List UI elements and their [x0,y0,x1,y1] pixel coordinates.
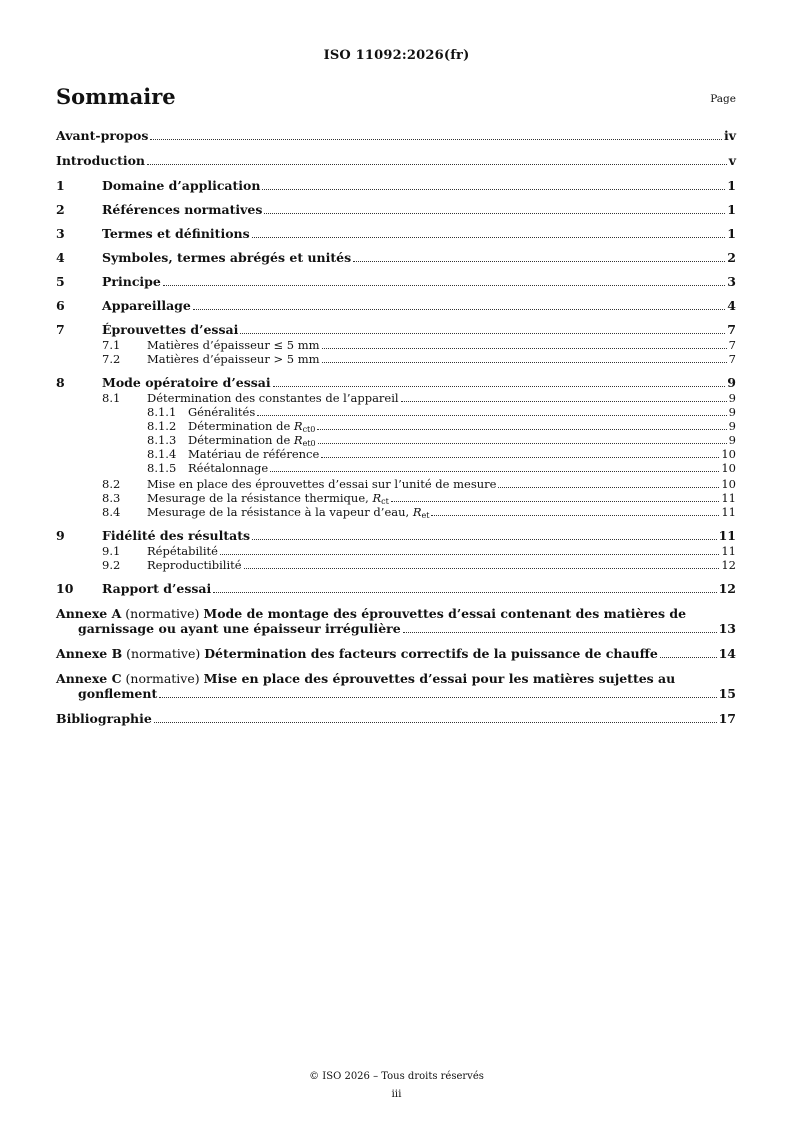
dot-leader [244,568,720,569]
annex-label: Annexe C [56,671,122,686]
toc-entry-7-1[interactable] [56,338,736,352]
document-id: ISO 11092:2026(fr) [323,48,470,63]
annex-title: Mode de montage des éprouvettes d’essai contenant des matières de [203,606,687,621]
toc-entry-title: Matières d’épaisseur ≤ 5 mm [147,338,320,352]
toc-entry-8-1-5[interactable] [56,461,736,475]
toc-entry-number: 8.1.5 [147,461,177,475]
symbol: R [293,433,303,447]
toc-entry-avant-propos[interactable] [56,128,736,143]
toc-entry-number: 5 [56,274,65,289]
toc-annex-c[interactable] [56,671,736,701]
toc-entry-number: 9.1 [102,544,121,558]
toc-entry-page: 10 [721,477,736,491]
symbol-subscript: ct0 [302,425,316,434]
toc-entry-title: Appareillage [102,298,191,313]
dot-leader [262,189,725,190]
toc-entry-title: Matières d’épaisseur > 5 mm [147,352,320,366]
toc-entry-8-1-1[interactable] [56,405,736,419]
toc-entry-page: 9 [728,433,736,447]
toc-entry-7[interactable] [56,322,736,337]
toc-entry-page: 7 [728,352,736,366]
dot-leader [322,348,727,349]
dot-leader [257,415,726,416]
toc-entry-title: Détermination des constantes de l’appareil [147,391,399,405]
toc-entry-1[interactable] [56,178,736,193]
toc-entry-introduction[interactable] [56,153,736,168]
dot-leader [220,554,719,555]
toc-entry-page: 12 [721,558,736,572]
toc-entry-number: 8.1.3 [147,433,177,447]
toc-entry-page: 4 [727,298,736,313]
table-of-contents [56,128,736,726]
toc-entry-number: 7 [56,322,65,337]
toc-entry-page: 7 [728,338,736,352]
dot-leader [353,261,725,262]
toc-annex-a[interactable] [56,606,736,636]
toc-entry-number: 2 [56,202,65,217]
toc-entry-number: 8.4 [102,505,121,519]
dot-leader [163,285,725,286]
page-title: Sommaire [56,84,176,109]
dot-leader [252,237,726,238]
dot-leader [401,401,727,402]
toc-entry-page: 12 [718,581,736,596]
toc-entry-title: Mise en place des éprouvettes d’essai sur l’unité de mesure [147,477,497,491]
annex-title-continued [56,686,736,701]
toc-entry-title: Répétabilité [147,544,218,558]
toc-entry-number: 8 [56,375,65,390]
annex-heading [56,671,736,686]
symbol-subscript: et0 [302,439,316,448]
symbol: R [293,419,303,433]
dot-leader [403,632,717,633]
dot-leader [660,657,717,658]
toc-entry-title: Bibliographie [56,711,152,726]
symbol: R [412,505,422,519]
toc-entry-title: Références normatives [102,202,263,217]
dot-leader [317,429,726,430]
toc-entry-page: 15 [718,686,736,701]
toc-entry-9-2[interactable] [56,558,736,572]
dot-leader [498,487,719,488]
toc-entry-title: Fidélité des résultats [102,528,251,543]
toc-entry-title [188,419,315,433]
annex-title-line2: gonflement [78,686,158,701]
annex-title: Détermination des facteurs correctifs de la puissance de chauffe [204,646,658,661]
toc-entry-5[interactable] [56,274,736,289]
toc-entry-page: 11 [721,544,736,558]
toc-entry-title: Rapport d’essai [102,581,212,596]
toc-entry-number: 9.2 [102,558,121,572]
toc-entry-page: v [728,153,736,168]
toc-entry-page: 9 [728,419,736,433]
toc-entry-page: 10 [721,447,736,461]
dot-leader [154,722,717,723]
toc-entry-title: Reproductibilité [147,558,242,572]
annex-heading [56,646,658,661]
toc-entry-number: 4 [56,250,65,265]
toc-entry-10[interactable] [56,581,736,596]
toc-entry-title: Avant-propos [56,128,149,143]
toc-entry-number: 9 [56,528,65,543]
dot-leader [150,139,722,140]
toc-entry-page: 3 [727,274,736,289]
dot-leader [159,697,716,698]
dot-leader [322,362,727,363]
annex-label: Annexe B [56,646,123,661]
toc-annex-b[interactable] [56,646,736,661]
toc-entry-8-1-2[interactable] [56,419,736,433]
annex-title-line2: garnissage ou ayant une épaisseur irrégulière [78,621,401,636]
toc-entry-6[interactable] [56,298,736,313]
title-text: Détermination de [188,419,294,433]
toc-entry-title [147,505,429,519]
toc-entry-page: 9 [728,391,736,405]
toc-entry-number: 10 [56,581,74,596]
toc-entry-4[interactable] [56,250,736,265]
dot-leader [147,164,727,165]
dot-leader [431,515,719,516]
title-text: Détermination de [188,433,294,447]
toc-entry-8-1[interactable] [56,391,736,405]
toc-entry-title: Symboles, termes abrégés et unités [102,250,352,265]
toc-entry-page: 2 [727,250,736,265]
annex-title: Mise en place des éprouvettes d’essai pour les matières sujettes au [203,671,676,686]
toc-entry-page: 7 [727,322,736,337]
title-text: Mesurage de la résistance à la vapeur d’eau, [147,505,413,519]
toc-entry-title: Matériau de référence [188,447,320,461]
toc-entry-number: 6 [56,298,65,313]
toc-entry-page: 10 [721,461,736,475]
toc-entry-number: 8.1.1 [147,405,177,419]
toc-entry-number: 8.1.2 [147,419,177,433]
toc-entry-number: 8.2 [102,477,121,491]
toc-entry-page: 11 [721,491,736,505]
dot-leader [321,457,719,458]
toc-entry-number: 7.1 [102,338,121,352]
annex-kind: (normative) [125,671,200,686]
toc-entry-title: Éprouvettes d’essai [102,322,239,337]
toc-entry-page: 1 [727,178,736,193]
toc-entry-number: 8.3 [102,491,121,505]
annex-heading [56,606,736,621]
symbol-subscript: ct [381,497,389,506]
annex-kind: (normative) [125,606,200,621]
toc-entry-7-2[interactable] [56,352,736,366]
toc-entry-8-1-3[interactable] [56,433,736,447]
toc-entry-title: Termes et définitions [102,226,250,241]
dot-leader [318,443,727,444]
toc-entry-title: Introduction [56,153,146,168]
toc-entry-page: 1 [727,226,736,241]
toc-entry-title: Principe [102,274,161,289]
toc-entry-8-4[interactable] [56,505,736,519]
symbol: R [372,491,382,505]
dot-leader [391,501,720,502]
toc-entry-number: 3 [56,226,65,241]
toc-entry-8-2[interactable] [56,477,736,491]
toc-entry-number: 8.1 [102,391,121,405]
toc-entry-9-1[interactable] [56,544,736,558]
annex-label: Annexe A [56,606,122,621]
dot-leader [193,309,725,310]
toc-entry-9[interactable] [56,528,736,543]
toc-entry-page: 1 [727,202,736,217]
dot-leader [252,539,717,540]
toc-entry-page: 13 [718,621,736,636]
toc-entry-3[interactable] [56,226,736,241]
page-column-label: Page [710,93,736,105]
toc-entry-title: Mode opératoire d’essai [102,375,271,390]
toc-entry-page: iv [723,128,736,143]
toc-entry-8-3[interactable] [56,491,736,505]
toc-entry-page: 9 [728,405,736,419]
toc-entry-page: 17 [718,711,736,726]
toc-entry-title: Domaine d’application [102,178,261,193]
dot-leader [270,471,719,472]
symbol-subscript: et [421,511,430,520]
toc-entry-title [188,433,316,447]
footer-copyright: © ISO 2026 – Tous droits réservés [309,1071,484,1082]
toc-entry-title [147,491,389,505]
toc-entry-bibliographie[interactable] [56,711,736,726]
toc-entry-8-1-4[interactable] [56,447,736,461]
dot-leader [240,333,725,334]
toc-entry-page: 11 [721,505,736,519]
toc-entry-title: Généralités [188,405,256,419]
toc-entry-title: Réétalonnage [188,461,269,475]
toc-entry-page: 14 [718,646,736,661]
toc-entry-number: 8.1.4 [147,447,177,461]
dot-leader [273,386,726,387]
footer-page-number: iii [391,1088,402,1100]
toc-entry-page: 9 [727,375,736,390]
toc-entry-number: 7.2 [102,352,121,366]
annex-kind: (normative) [126,646,201,661]
annex-title-continued [56,621,736,636]
dot-leader [213,592,716,593]
toc-entry-2[interactable] [56,202,736,217]
toc-entry-number: 1 [56,178,65,193]
title-text: Mesurage de la résistance thermique, [147,491,373,505]
toc-entry-8[interactable] [56,375,736,390]
toc-entry-page: 11 [718,528,736,543]
dot-leader [264,213,725,214]
